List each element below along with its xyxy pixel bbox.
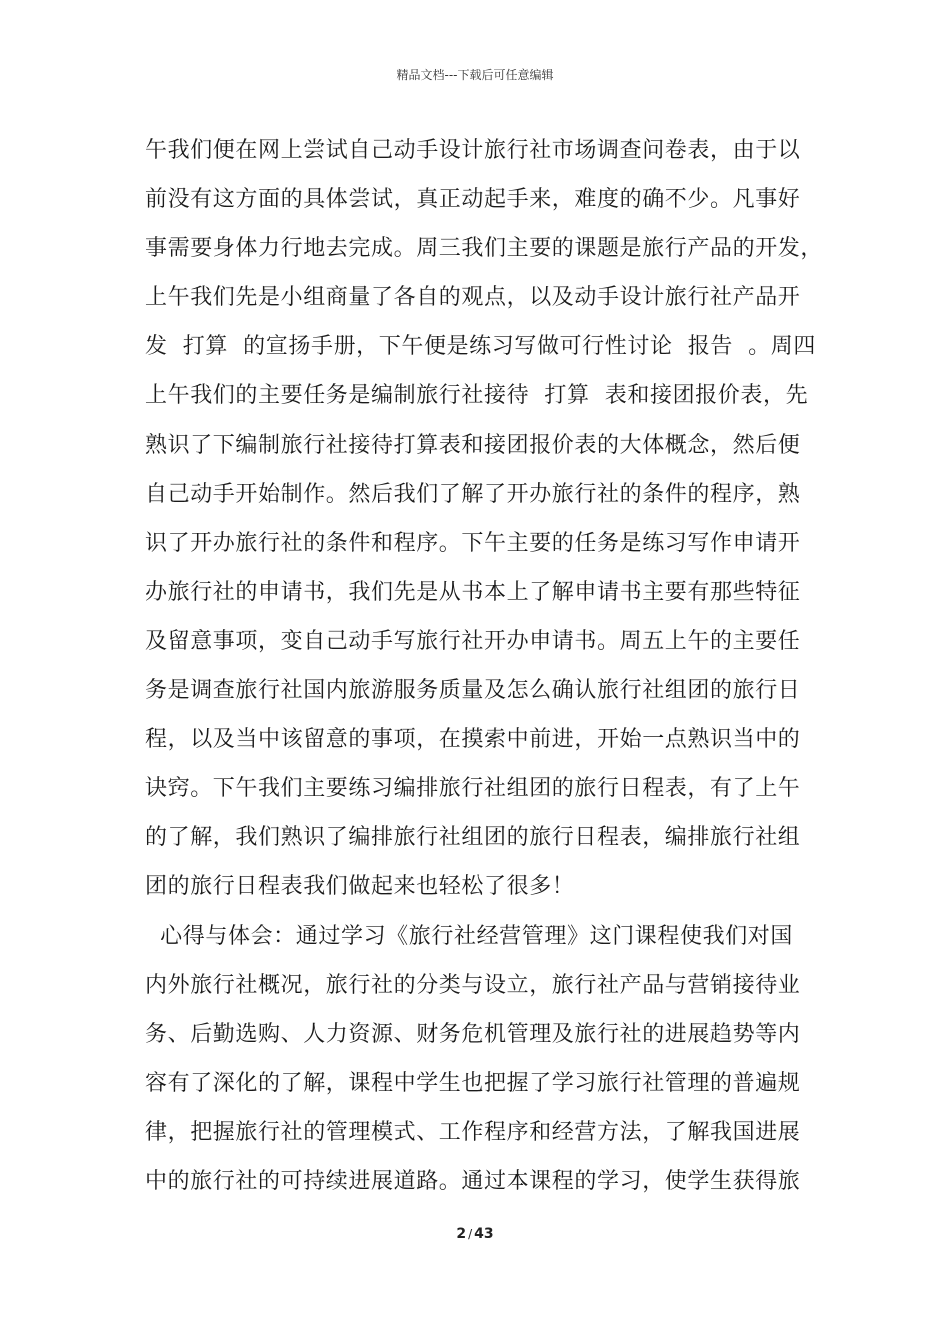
text-line: 程，以及当中该留意的事项，在摸索中前进，开始一点熟识当中的 [145, 727, 801, 753]
text-line: 诀窍。下午我们主要练习编排旅行社组团的旅行日程表，有了上午 [145, 776, 801, 802]
text-line: 团的旅行日程表我们做起来也轻松了很多！ [145, 874, 575, 900]
text-line: 自己动手开始制作。然后我们了解了开办旅行社的条件的程序，熟 [145, 481, 801, 507]
text-line: 的了解，我们熟识了编排旅行社组团的旅行日程表，编排旅行社组 [145, 825, 801, 851]
text-line: 上午我们先是小组商量了各自的观点，以及动手设计旅行社产品开 [145, 285, 801, 311]
text-line: 律，把握旅行社的管理模式、工作程序和经营方法，了解我国进展 [145, 1119, 801, 1145]
text-line: 发 打算 的宣扬手册，下午便是练习写做可行性讨论 报告 。周四 [145, 334, 816, 360]
document-body [145, 126, 825, 1206]
page-current: 2 [456, 1226, 467, 1242]
text-line: 务、后勤选购、人力资源、财务危机管理及旅行社的进展趋势等内 [145, 1021, 801, 1047]
text-line: 事需要身体力行地去完成。周三我们主要的课题是旅行产品的开发， [145, 236, 824, 262]
page-number [0, 1226, 950, 1242]
text-line: 午我们便在网上尝试自己动手设计旅行社市场调查问卷表，由于以 [145, 138, 801, 163]
text-line: 内外旅行社概况，旅行社的分类与设立，旅行社产品与营销接待业 [145, 972, 801, 998]
text-line: 容有了深化的了解，课程中学生也把握了学习旅行社管理的普遍规 [145, 1070, 801, 1096]
text-line: 前没有这方面的具体尝试，真正动起手来，难度的确不少。凡事好 [145, 187, 801, 213]
text-line: 熟识了下编制旅行社接待打算表和接团报价表的大体概念，然后便 [145, 432, 801, 458]
page-header: 精品文档---下载后可任意编辑 [396, 68, 554, 82]
text-line: 心得与体会：通过学习《旅行社经营管理》这门课程使我们对国 [145, 923, 793, 949]
text-line: 及留意事项，变自己动手写旅行社开办申请书。周五上午的主要任 [145, 628, 801, 654]
text-line: 识了开办旅行社的条件和程序。下午主要的任务是练习写作申请开 [145, 530, 801, 556]
text-line: 务是调查旅行社国内旅游服务质量及怎么确认旅行社组团的旅行日 [145, 678, 801, 704]
page-total: 43 [474, 1226, 494, 1242]
page-separator: / [468, 1227, 473, 1241]
text-line: 中的旅行社的可持续进展道路。通过本课程的学习，使学生获得旅 [145, 1168, 801, 1194]
text-line: 办旅行社的申请书，我们先是从书本上了解申请书主要有那些特征 [145, 579, 801, 605]
text-line: 上午我们的主要任务是编制旅行社接待 打算 表和接团报价表，先 [145, 383, 809, 409]
